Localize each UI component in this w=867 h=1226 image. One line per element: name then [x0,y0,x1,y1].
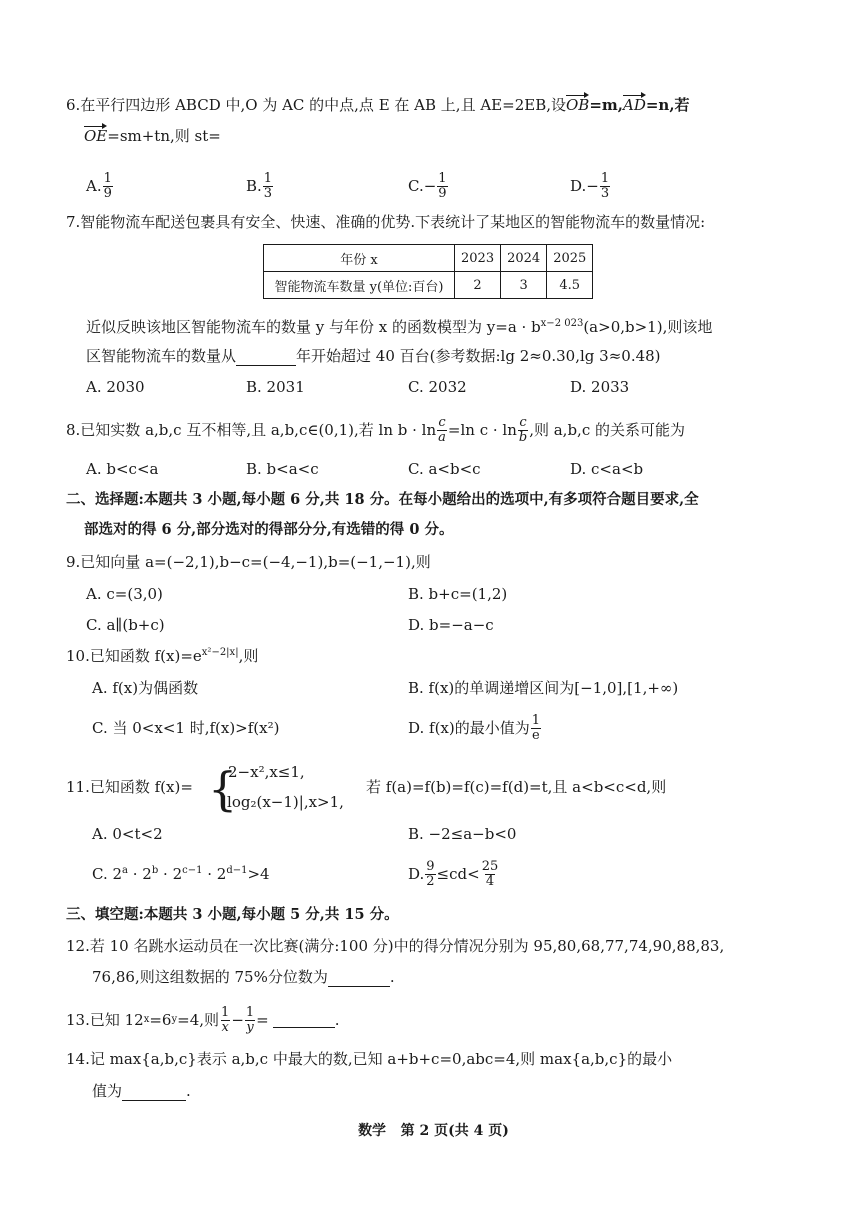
exponent: a [122,865,128,876]
q9-option-a: A. c=(3,0) [86,585,163,603]
option-label: A. [86,177,102,195]
table-cell: 2023 [455,245,501,272]
q13-text: 13.已知 12 [66,1011,144,1029]
q7-line1: 7.智能物流车配送包裹具有安全、快速、准确的优势.下表统计了某地区的智能物流车的数量情况: [66,213,706,231]
numerator: 1 [221,1004,230,1020]
vector-ad: AD [622,96,646,114]
denominator: 2 [426,873,435,889]
piecewise-brace: { [208,762,238,816]
q14-line2 [92,1081,191,1101]
fraction [425,860,435,889]
exponent: d−1 [226,865,248,876]
q8-stem-start: 8.已知实数 a,b,c 互不相等,且 a,b,c∈(0,1),若 ln b · ln [66,421,437,439]
equals-sign: = [256,1011,269,1029]
q9-option-d: D. b=−a−c [408,616,494,634]
q12-line2-text: 76,86,则这组数据的 75%分位数为 [92,968,328,986]
q7-option-c: C. 2032 [408,378,467,396]
q7-model-rest: (a>0,b>1),则该地 [583,318,713,336]
q6-option-c [408,168,449,204]
fraction [220,1006,230,1035]
q14-line2-text: 值为 [92,1082,123,1100]
vector-ob: OB [565,96,590,114]
denominator: 4 [485,873,495,889]
minus-sign: − [231,1011,244,1029]
fraction [437,416,447,445]
fraction [481,860,500,889]
q7-data-table [263,244,593,299]
table-cell: 4.5 [547,272,593,299]
q8-stem-end: ,则 a,b,c 的关系可能为 [529,421,685,439]
fraction [263,172,273,201]
numerator: c [438,414,446,430]
q14-period: . [186,1082,191,1100]
q7-option-a: A. 2030 [86,378,145,396]
numerator: 1 [438,170,447,186]
denominator: b [518,429,528,445]
option-sign: − [423,177,437,195]
q12-period: . [389,968,395,986]
q8-option-a: A. b<c<a [86,460,159,478]
q6-option-d [570,168,611,204]
q9-option-c: C. a∥(b+c) [86,616,165,634]
option-text: >4 [247,865,270,883]
q10-exponent: x²−2|x| [201,647,239,658]
table-row [264,272,593,299]
q12-line1: 12.若 10 名跳水运动员在一次比赛(满分:100 分)中的得分情况分别为 95,80,68,77,74,90,88,83, [66,937,725,955]
vector-oe: OE [84,127,108,145]
q11-stem-end: 若 f(a)=f(b)=f(c)=f(d)=t,且 a<b<c<d,则 [366,778,667,796]
table-header-year: 年份 x [264,245,455,272]
dot-operator: · 2 [128,865,152,883]
table-cell: 3 [501,272,547,299]
q13-text: =4,则 [177,1011,220,1029]
exponent: c−1 [182,865,203,876]
q11-stem-start: 11.已知函数 f(x)= [66,778,193,796]
fraction [245,1006,255,1035]
page-footer: 数学 第 2 页(共 4 页) [358,1123,509,1139]
q6-line1 [66,95,690,115]
q10-option-a: A. f(x)为偶函数 [92,679,199,697]
q10-option-b: B. f(x)的单调递增区间为[−1,0],[1,+∞) [408,679,679,697]
section-2-heading-cont: 部选对的得 6 分,部分选对的得部分分,有选错的得 0 分。 [84,521,454,538]
q10-option-c: C. 当 0<x<1 时,f(x)>f(x²) [92,719,280,737]
section-2-heading: 二、选择题:本题共 3 小题,每小题 6 分,共 18 分。在每小题给出的选项中,有多项符合题目要求,全 [66,491,699,508]
q11-case-2: |log₂(x−1)|,x>1, [222,793,344,811]
dot-operator: · 2 [202,865,227,883]
q7-line3-start: 区智能物流车的数量从 [86,347,237,365]
numerator: c [519,414,527,430]
numerator: 1 [245,1004,255,1020]
option-label: C. [408,177,424,195]
fraction [518,416,528,445]
numerator: 25 [481,858,499,874]
exponent: b [151,865,159,876]
denominator: 9 [438,185,447,201]
option-text: ≤cd< [436,865,480,883]
option-sign: − [586,177,599,195]
q11-option-a: A. 0<t<2 [92,825,163,843]
answer-blank[interactable] [236,350,296,366]
denominator: a [438,429,446,445]
table-row [264,245,593,272]
q11-option-c [92,864,270,884]
option-label: B. [246,177,262,195]
denominator: 3 [263,185,273,201]
q6-stem: 6.在平行四边形 ABCD 中,O 为 AC 的中点,点 E 在 AB 上,且 AE=2EB,设 [66,96,566,114]
q12-line2 [92,967,395,987]
q7-option-d: D. 2033 [570,378,630,396]
q7-model-text: 近似反映该地区智能物流车的数量 y 与年份 x 的函数模型为 y=a · b [86,318,541,336]
denominator: 3 [600,185,610,201]
q13-period: . [334,1011,340,1029]
q11-option-d [408,856,500,892]
denominator: y [246,1019,254,1035]
q8-option-c: C. a<b<c [408,460,481,478]
section-3-heading: 三、填空题:本题共 3 小题,每小题 5 分,共 15 分。 [66,906,399,923]
q8-stem [66,412,685,448]
q11-option-b: B. −2≤a−b<0 [408,825,517,843]
q10-stem [66,646,258,666]
q14-line1: 14.记 max{a,b,c}表示 a,b,c 中最大的数,已知 a+b+c=0,abc=4,则 max{a,b,c}的最小 [66,1050,673,1068]
q7-exponent: x−2 023 [540,318,584,329]
fraction [600,172,610,201]
q10-stem-end: ,则 [238,647,259,665]
answer-blank[interactable] [273,1012,335,1028]
q6-option-a [86,168,114,204]
q8-option-b: B. b<a<c [246,460,319,478]
q7-line3 [86,346,661,366]
fraction [531,714,541,743]
q6-stem-rest: =sm+tn,则 st= [107,127,221,145]
option-text: D. f(x)的最小值为 [408,719,530,737]
q11-case-1: 2−x²,x≤1, [228,763,305,781]
q7-option-b: B. 2031 [246,378,305,396]
q6-eq-n: =n,若 [645,96,690,114]
denominator: 9 [103,185,112,201]
answer-blank[interactable] [122,1085,186,1101]
q7-line3-end: 年开始超过 40 百台(参考数据:lg 2≈0.30,lg 3≈0.48) [296,347,661,365]
option-label: D. [408,865,425,883]
q9-stem: 9.已知向量 a=(−2,1),b−c=(−4,−1),b=(−1,−1),则 [66,553,431,571]
q10-option-d [408,710,542,746]
table-cell: 2025 [547,245,593,272]
denominator: x [221,1019,229,1035]
q8-stem-mid: =ln c · ln [447,421,517,439]
fraction [103,172,113,201]
numerator: 1 [531,712,541,728]
fraction [437,172,447,201]
q10-stem-start: 10.已知函数 f(x)=e [66,647,202,665]
answer-blank[interactable] [328,971,390,987]
q6-line2 [84,126,221,146]
numerator: 1 [600,170,610,186]
dot-operator: · 2 [158,865,183,883]
table-header-count: 智能物流车数量 y(单位:百台) [264,272,455,299]
numerator: 9 [426,858,435,874]
option-label: D. [570,177,587,195]
table-cell: 2 [455,272,501,299]
q6-option-b [246,168,274,204]
option-text: C. 2 [92,865,123,883]
denominator: e [532,727,540,743]
q13-stem: 13.已知 12 x =6 y =4,则 $\frac{1}{x}$ − $\frac{1}{y}$ = . [66,1004,340,1035]
q13-text: =6 [149,1011,172,1029]
q8-option-d: D. c<a<b [570,460,644,478]
numerator: 1 [103,170,112,186]
q9-option-b: B. b+c=(1,2) [408,585,508,603]
numerator: 1 [263,170,273,186]
q6-eq-m: =m, [589,96,623,114]
q7-line2 [86,317,712,337]
table-cell: 2024 [501,245,547,272]
